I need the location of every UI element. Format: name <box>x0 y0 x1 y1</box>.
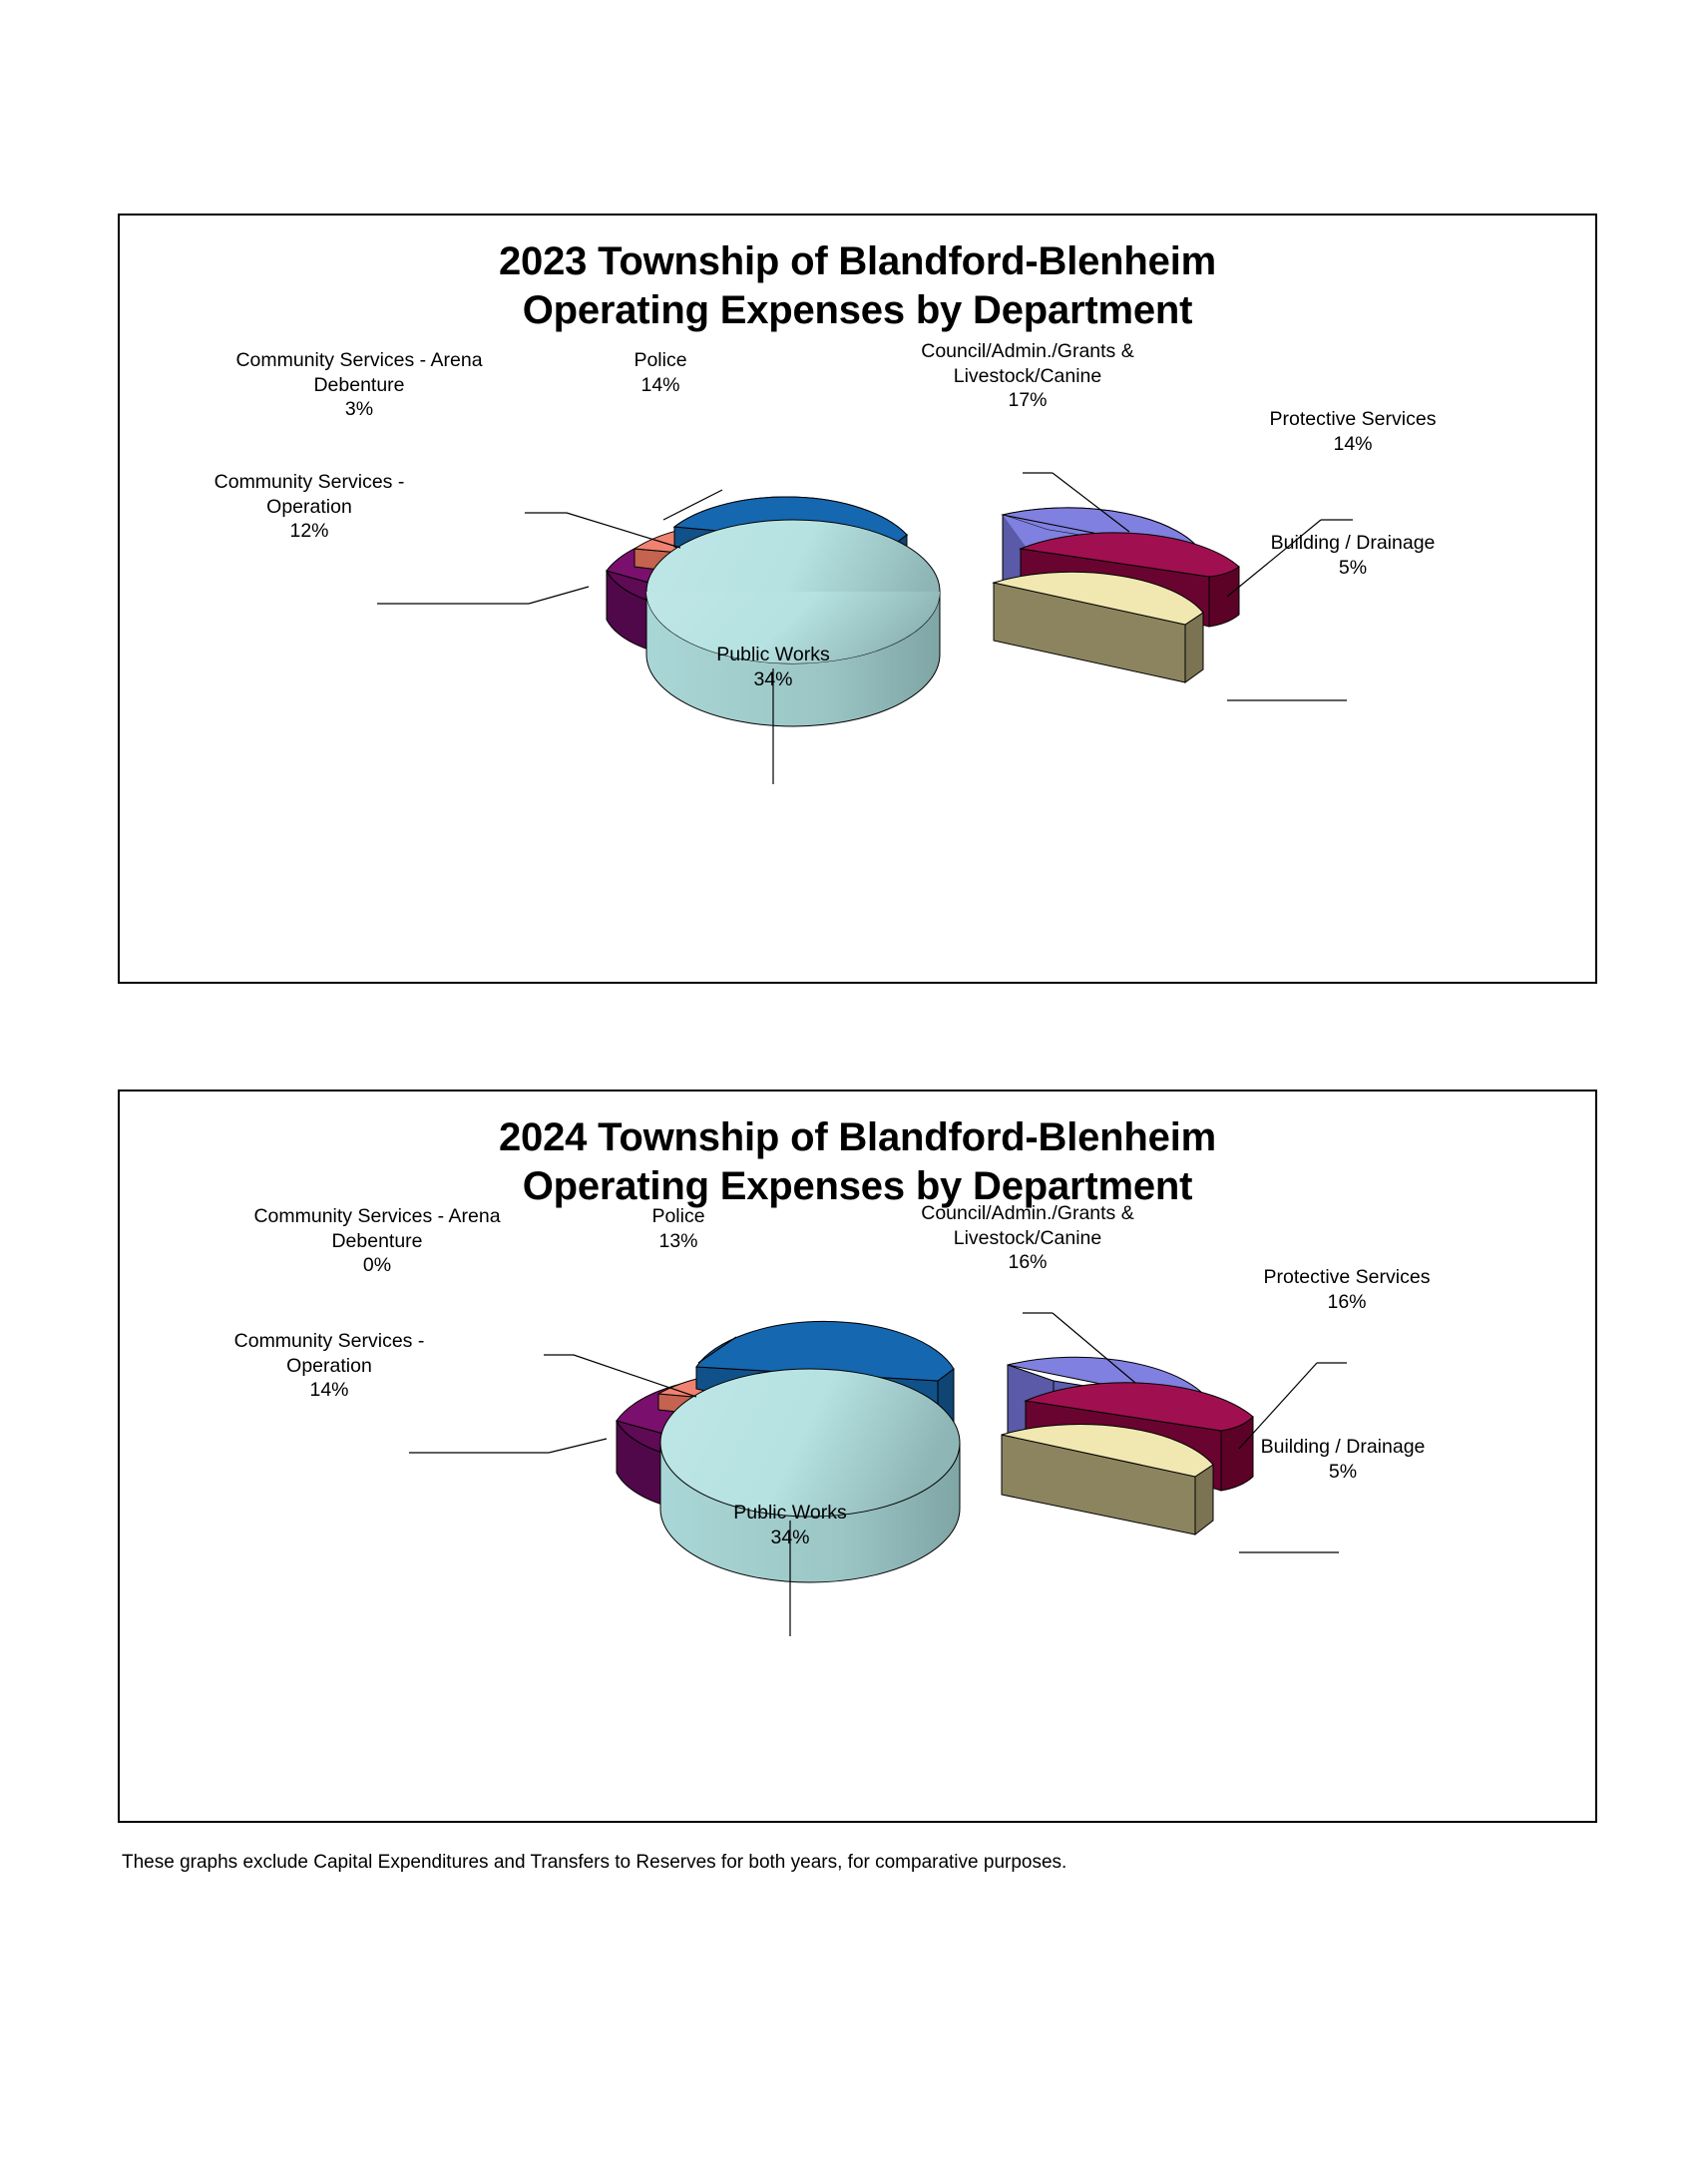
chart-2024-title-line2: Operating Expenses by Department <box>522 1163 1193 1208</box>
pie-2023-svg <box>120 216 1595 982</box>
slice-public-works <box>646 520 940 726</box>
label-police-2024: Police 13% <box>651 1205 705 1252</box>
label-public-works-2023: Public Works 34% <box>716 644 830 690</box>
label-building-drainage-2023: Building / Drainage 5% <box>1270 532 1436 579</box>
footnote-text: These graphs exclude Capital Expenditures and Transfers to Reserves for both years, for comparative purposes. <box>122 1852 1067 1873</box>
label-community-operation-2024: Community Services - Operation 14% <box>233 1330 425 1402</box>
slice-public-works-2024 <box>660 1369 960 1582</box>
label-arena-debenture-2023: Community Services - Arena Debenture 3% <box>235 349 483 421</box>
label-council-admin-2024: Council/Admin./Grants & Livestock/Canine 16% <box>921 1202 1134 1274</box>
label-protective-services-2024: Protective Services 16% <box>1263 1266 1431 1313</box>
label-police-2023: Police 14% <box>634 349 687 396</box>
label-arena-debenture-2024: Community Services - Arena Debenture 0% <box>253 1205 501 1277</box>
label-protective-services-2023: Protective Services 14% <box>1269 408 1437 455</box>
label-council-admin-2023: Council/Admin./Grants & Livestock/Canine 17% <box>921 340 1134 412</box>
label-building-drainage-2024: Building / Drainage 5% <box>1260 1436 1426 1483</box>
label-public-works-2024: Public Works 34% <box>733 1502 847 1548</box>
chart-2023-title-line1: 2023 Township of Blandford-Blenheim <box>499 239 1216 283</box>
chart-2023-plot <box>120 216 1595 982</box>
chart-2024-title-line1: 2024 Township of Blandford-Blenheim <box>499 1115 1216 1159</box>
chart-2023-title-line2: Operating Expenses by Department <box>522 287 1193 332</box>
chart-2024-frame <box>118 1090 1597 1823</box>
label-community-operation-2023: Community Services - Operation 12% <box>213 471 405 543</box>
chart-2023-frame <box>118 214 1597 984</box>
